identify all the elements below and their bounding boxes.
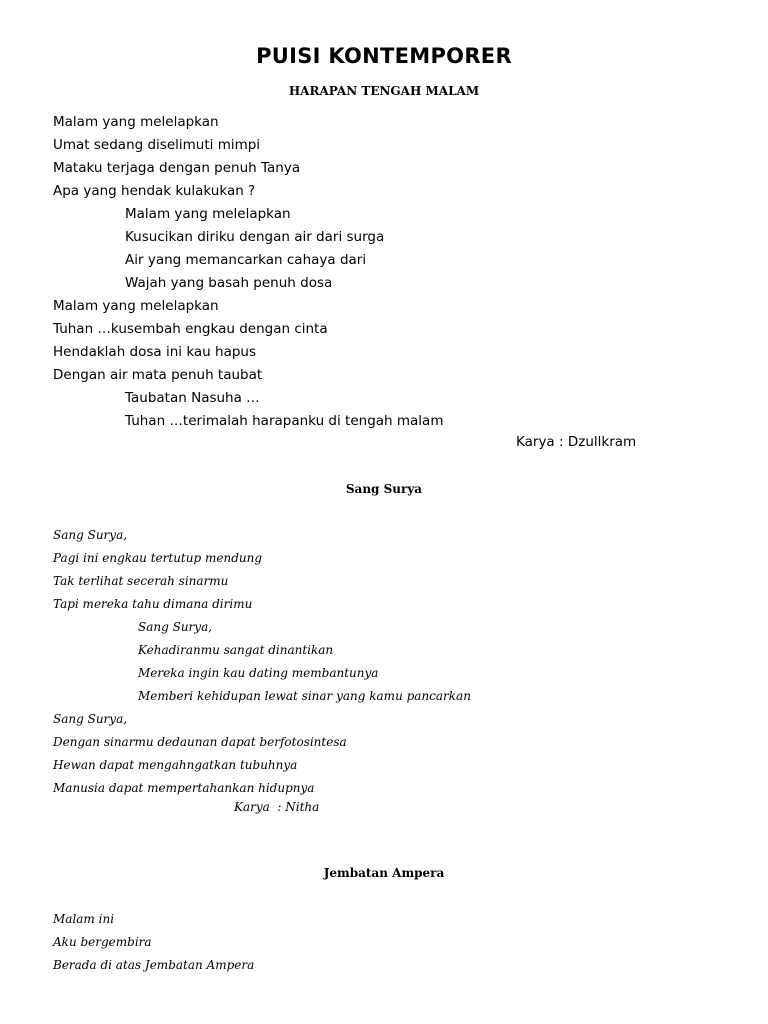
poem-line: Wajah yang basah penuh dosa [125,275,333,291]
poem-line: Kehadiranmu sangat dinantikan [138,643,334,657]
poem-line: Tak terlihat secerah sinarmu [53,574,229,588]
poem-title: HARAPAN TENGAH MALAM [288,84,480,98]
poem-line: Dengan sinarmu dedaunan dapat berfotosintesa [53,735,347,749]
poem-body [53,113,443,435]
poem-line: Tapi mereka tahu dimana dirimu [53,597,253,611]
poem-line: Hendaklah dosa ini kau hapus [53,344,257,360]
poem-body [53,910,254,979]
poem-line: Memberi kehidupan lewat sinar yang kamu pancarkan [138,689,471,703]
poem-line: Malam yang melelapkan [125,206,291,222]
poem-line: Mereka ingin kau dating membantunya [138,666,379,680]
poem-line: Taubatan Nasuha … [125,390,260,406]
poem-title: Sang Surya [345,482,423,496]
poem-line: Malam yang melelapkan [53,298,219,314]
page-title: PUISI KONTEMPORER [256,44,512,68]
poem-line: Malam ini [53,912,115,926]
poem-line: Mataku terjaga dengan penuh Tanya [53,160,301,176]
poem-title: Jembatan Ampera [323,866,445,880]
poem-author: Karya : Nitha [234,800,320,814]
poem-line: Umat sedang diselimuti mimpi [53,137,261,153]
poem-line: Sang Surya, [138,620,213,634]
poem-line: Aku bergembira [53,935,152,949]
poem-line: Sang Surya, [53,712,128,726]
poem-line: Air yang memancarkan cahaya dari [125,252,367,268]
poem-line: Tuhan …terimalah harapanku di tengah malam [125,413,444,429]
poem-line: Sang Surya, [53,528,128,542]
poem-author: Karya : Dzullkram [516,434,637,450]
poem-line: Manusia dapat mempertahankan hidupnya [53,781,315,795]
poem-line: Kusucikan diriku dengan air dari surga [125,229,385,245]
poem-body [53,526,471,802]
poem-line: Hewan dapat mengahngatkan tubuhnya [53,758,298,772]
poem-line: Berada di atas Jembatan Ampera [53,958,255,972]
poem-line: Malam yang melelapkan [53,114,219,130]
poem-line: Apa yang hendak kulakukan ? [53,183,256,199]
poem-line: Pagi ini engkau tertutup mendung [53,551,263,565]
poem-line: Tuhan …kusembah engkau dengan cinta [53,321,328,337]
poem-line: Dengan air mata penuh taubat [53,367,263,383]
